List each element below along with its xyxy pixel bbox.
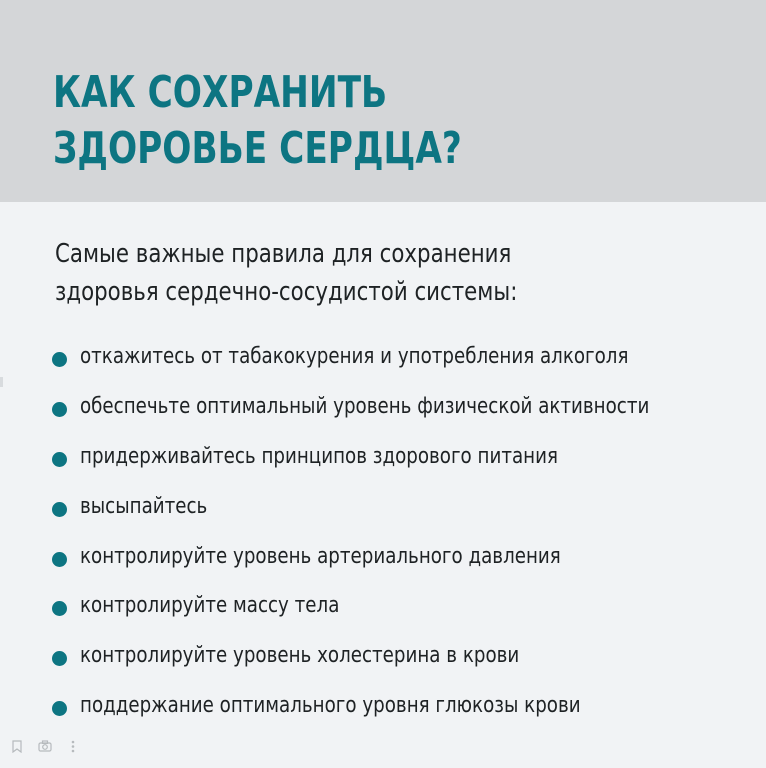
list-item <box>0 582 766 632</box>
list-item <box>0 433 766 483</box>
list-item <box>0 632 766 682</box>
more-vertical-icon[interactable] <box>66 738 80 754</box>
page-title <box>53 65 462 177</box>
bullet-dot-icon <box>52 502 67 517</box>
list-item-text: контролируйте уровень артериального давления <box>80 543 561 569</box>
list-item <box>0 682 766 732</box>
intro-text <box>55 235 517 311</box>
list-item <box>0 533 766 583</box>
rules-list <box>0 333 766 732</box>
intro-line-1: Самые важные правила для сохранения <box>55 239 512 269</box>
list-item-text: придерживайтесь принципов здорового питания <box>80 443 558 469</box>
bullet-dot-icon <box>52 452 67 467</box>
bullet-dot-icon <box>52 651 67 666</box>
list-item-text: откажитесь от табакокурения и употребления алкоголя <box>80 344 629 369</box>
image-toolbar <box>10 736 80 756</box>
bookmark-icon[interactable] <box>10 738 24 754</box>
bullet-dot-icon <box>52 552 67 567</box>
list-item-text: контролируйте уровень холестерина в крови <box>80 643 520 669</box>
list-item <box>0 333 766 383</box>
intro-line-2: здоровья сердечно-сосудистой системы: <box>55 277 518 307</box>
list-item-text: обеспечьте оптимальный уровень физической активности <box>80 393 650 419</box>
bullet-dot-icon <box>52 352 67 367</box>
bullet-dot-icon <box>52 701 67 716</box>
list-item-text: контролируйте массу тела <box>80 593 340 619</box>
list-item-text: поддержание оптимального уровня глюкозы крови <box>80 693 581 719</box>
title-line-1: КАК СОХРАНИТЬ <box>53 67 388 118</box>
title-line-2: ЗДОРОВЬЕ СЕРДЦА? <box>53 123 462 174</box>
scroll-indicator <box>0 377 3 387</box>
list-item <box>0 383 766 433</box>
list-item <box>0 483 766 533</box>
bullet-dot-icon <box>52 402 67 417</box>
bullet-dot-icon <box>52 601 67 616</box>
camera-icon[interactable] <box>38 738 52 754</box>
list-item-text: высыпайтесь <box>80 493 208 519</box>
